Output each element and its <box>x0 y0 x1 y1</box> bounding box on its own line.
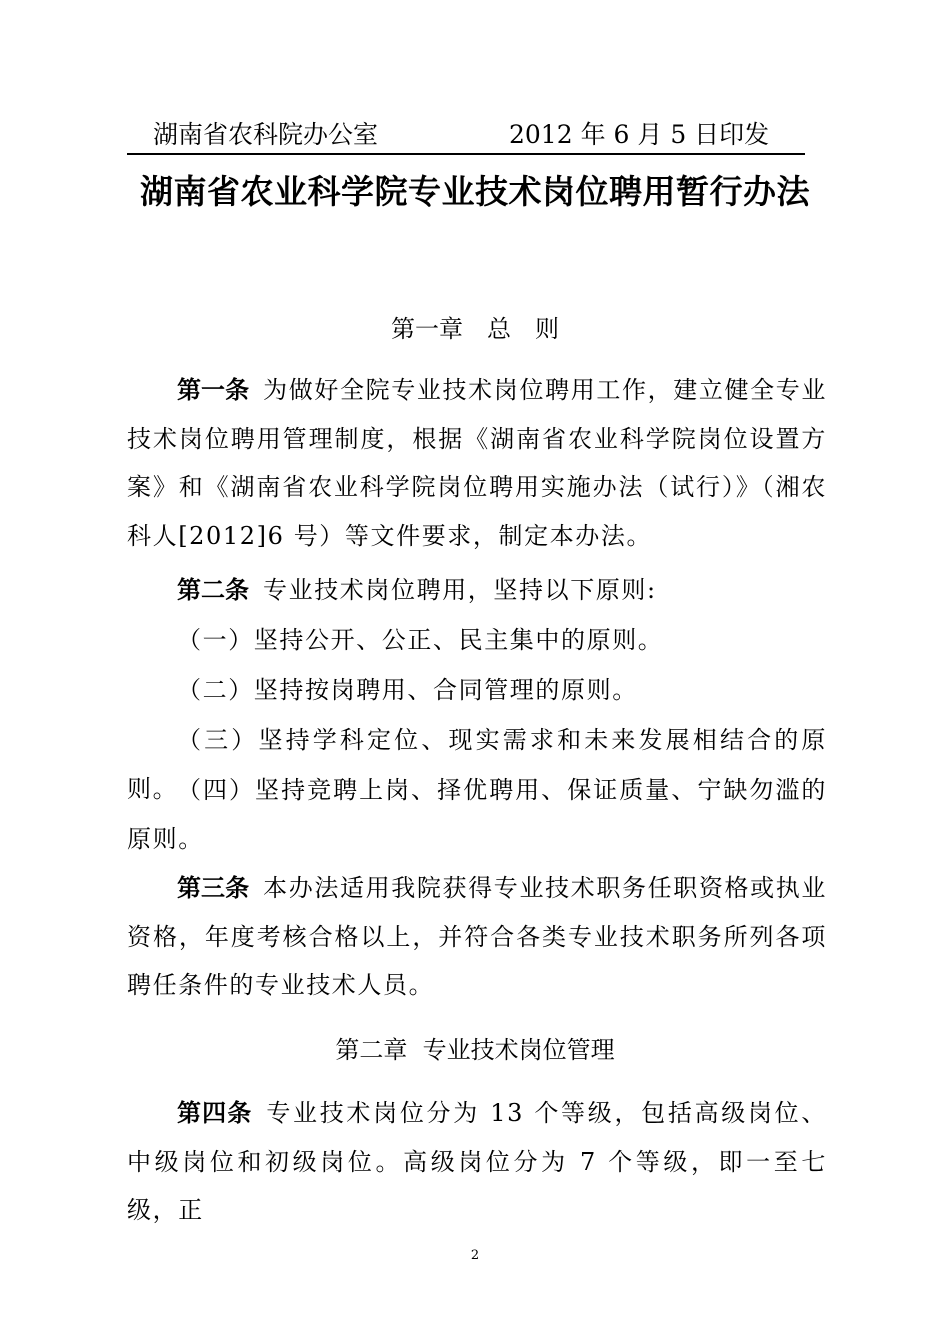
article-3-text: 本办法适用我院获得专业技术职务任职资格或执业资格，年度考核合格以上，并符合各类专业技术职务所列各项聘任条件的专业技术人员。 <box>127 874 828 999</box>
article-1-text: 为做好全院专业技术岗位聘用工作，建立健全专业技术岗位聘用管理制度，根据《湖南省农业科学院岗位设置方案》和《湖南省农业科学院岗位聘用实施办法（试行）》（湘农科人[2012]6 号）等文件要求，制定本办法。 <box>127 376 828 550</box>
document-title: 湖南省农业科学院专业技术岗位聘用暂行办法 <box>140 172 810 211</box>
article-2-item-3: （三）坚持学科定位、现实需求和未来发展相结合的原则。 <box>127 726 827 803</box>
article-2-item-4: （四）坚持竞聘上岗、择优聘用、保证质量、宁缺勿滥的原则。 <box>127 776 827 853</box>
article-2-item-2: （二）坚持按岗聘用、合同管理的原则。 <box>177 676 638 704</box>
issuing-office: 湖南省农科院办公室 <box>153 120 379 149</box>
article-1 <box>127 366 827 560</box>
page-number: 2 <box>470 1248 480 1263</box>
chapter-2-heading: 第二章 专业技术岗位管理 <box>335 1036 615 1064</box>
article-3 <box>127 864 827 1010</box>
article-4 <box>127 1089 827 1235</box>
article-2-item-1: （一）坚持公开、公正、民主集中的原则。 <box>177 626 664 654</box>
article-4-text: 专业技术岗位分为 13 个等级，包括高级岗位、中级岗位和初级岗位。高级岗位分为 7 个等级，即一至七级，正 <box>127 1099 827 1224</box>
article-2 <box>127 566 827 615</box>
article-3-label: 第三条 <box>177 874 250 902</box>
chapter-1-heading: 第一章 总 则 <box>391 315 559 343</box>
article-2-label: 第二条 <box>177 576 249 604</box>
issuer-line <box>127 117 805 155</box>
issue-date: 2012 年 6 月 5 日印发 <box>509 120 770 149</box>
article-1-label: 第一条 <box>177 376 250 404</box>
article-2-text: 专业技术岗位聘用，坚持以下原则: <box>263 576 657 604</box>
article-4-label: 第四条 <box>177 1099 253 1127</box>
